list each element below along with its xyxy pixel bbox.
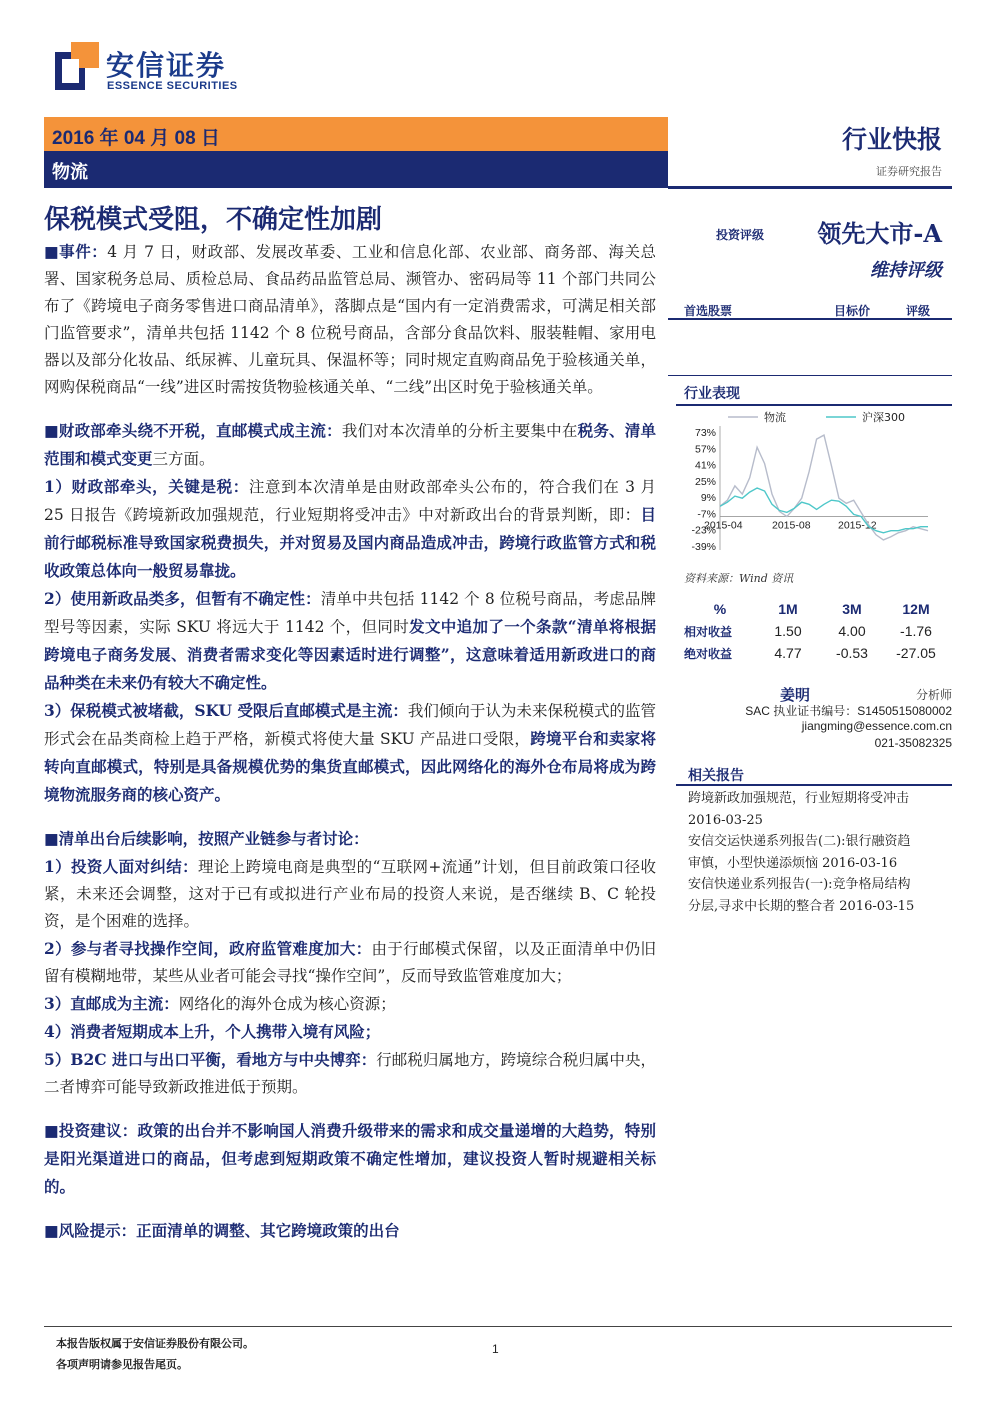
rating-value: 领先大市-A bbox=[817, 219, 942, 248]
main-body bbox=[44, 238, 656, 1245]
investment-advice: ■投资建议：政策的出台并不影响国人消费升级带来的需求和成交量递增的大趋势，特别是阳光渠道进口的商品，但考虑到短期政策不确定性增加，建议投资人暂时规避相关标的。 bbox=[44, 1121, 656, 1196]
stock-col-target: 目标价 bbox=[834, 304, 871, 318]
event-paragraph: ■事件：4 月 7 日，财政部、发展改革委、工业和信息化部、农业部、商务部、海关总署、国家税务总局、质检总局、食品药品监管总局、濒管办、密码局等 11 个部门共同公布了《跨境电子商务零售进口商品清单》，落脚点是“国内有一定消费需求，可满足相关部门监管要求”，清单共包括 1142 个 8 位税号商品，含部分食品饮料、服装鞋帽、家用电器以及部分化妆品、纸尿裤、儿童玩具、保温杯等；同时规定直购商品免于验核通关单，网购保税商品“一线”进区时需按货物验核通关单、“二线”出区时免于验核通关单。 bbox=[44, 242, 656, 396]
related-report-line[interactable]: 分层,寻求中长期的整合者 2016-03-15 bbox=[688, 898, 915, 914]
stock-table-bottom-line bbox=[668, 375, 952, 376]
returns-cell: -0.53 bbox=[836, 645, 868, 661]
y-tick-label: -39% bbox=[691, 541, 716, 553]
returns-row-label: 相对收益 bbox=[684, 624, 733, 639]
stock-table-header-line bbox=[668, 318, 952, 320]
returns-header-cell: 3M bbox=[842, 601, 862, 617]
point-tax: 1）财政部牵头，关键是税：注意到本次清单是由财政部牵头公布的，符合我们在 3 月 25 日报告《跨境新政加强规范，行业短期将受冲击》中对新政出台的背景判断，即：目前行邮税标准导致国家税费损失，并对贸易及国内商品造成冲击，跨境行政监管方式和税收政策总体向一般贸易靠拢。 bbox=[44, 477, 656, 580]
legend-label: 沪深300 bbox=[862, 411, 905, 424]
y-tick-label: 25% bbox=[694, 475, 716, 488]
analyst-name: 姜明 bbox=[780, 686, 811, 704]
y-tick-label: 73% bbox=[694, 427, 716, 439]
related-report-line[interactable]: 跨境新政加强规范，行业短期将受冲击 bbox=[688, 791, 910, 806]
x-tick-label: 2015-12 bbox=[838, 519, 877, 532]
related-report-date: 2016-03-25 bbox=[688, 812, 763, 828]
company-logo-english: ESSENCE SECURITIES bbox=[107, 80, 238, 92]
x-tick-label: 2015-04 bbox=[704, 519, 743, 532]
footer-divider bbox=[44, 1326, 952, 1327]
series-line bbox=[720, 488, 928, 533]
returns-cell: 4.00 bbox=[838, 623, 866, 639]
footer-copyright: 本报告版权属于安信证券股份有限公司。 bbox=[56, 1337, 254, 1350]
impact-consumers: 4）消费者短期成本上升，个人携带入境有风险； bbox=[44, 1022, 381, 1041]
performance-title: 行业表现 bbox=[684, 386, 740, 402]
impact-participants: 2）参与者寻找操作空间，政府监管难度加大：由于行邮模式保留，以及正面清单中仍旧留有模糊地带，某些从业者可能会寻找“操作空间”，反而导致监管难度加大； bbox=[44, 939, 656, 985]
returns-row-label: 绝对收益 bbox=[684, 646, 733, 661]
related-reports-list bbox=[688, 788, 952, 917]
returns-header-cell: 12M bbox=[902, 601, 930, 617]
analyst-phone: 021-35082325 bbox=[874, 736, 952, 750]
y-tick-label: 57% bbox=[694, 443, 716, 456]
y-tick-label: -23% bbox=[691, 524, 716, 537]
returns-cell: 1.50 bbox=[774, 623, 802, 639]
analysis-intro: ■财政部牵头绕不开税，直邮模式成主流：我们对本次清单的分析主要集中在税务、清单范围和模式变更三方面。 bbox=[44, 421, 656, 468]
sector-bar bbox=[44, 151, 668, 188]
performance-chart bbox=[676, 406, 952, 566]
page-title: 保税模式受阻，不确定性加剧 bbox=[44, 205, 383, 235]
returns-header-cell: % bbox=[713, 601, 727, 617]
returns-cell: -1.76 bbox=[900, 623, 932, 639]
analyst-role: 分析师 bbox=[915, 688, 952, 702]
header-divider bbox=[668, 186, 952, 189]
returns-header-row bbox=[684, 598, 948, 620]
related-reports-divider bbox=[676, 784, 952, 786]
impact-investors: 1）投资人面对纠结：理论上跨境电商是典型的“互联网+流通”计划，但目前政策口径收紧，未来还会调整，这对于已有或拟进行产业布局的投资人来说，是否继续 B、C 轮投资，是个困难的选择。 bbox=[44, 857, 656, 930]
stock-col-rating: 评级 bbox=[906, 304, 931, 318]
returns-cell: 4.77 bbox=[774, 645, 802, 661]
related-reports-title: 相关报告 bbox=[688, 768, 744, 784]
returns-header-cell: 1M bbox=[778, 601, 798, 617]
chart-source: 资料来源：Wind 资讯 bbox=[684, 572, 794, 585]
stock-col-name: 首选股票 bbox=[684, 304, 733, 318]
rating-action: 维持评级 bbox=[870, 260, 942, 281]
point-direct-mail: 3）保税模式被堵截，SKU 受限后直邮模式是主流：我们倾向于认为未来保税模式的监管形式会在品类商检上趋于严格，新模式将使大量 SKU 产品进口受限，跨境平台和卖家将转向直邮模式，特别是具备规模优势的集货直邮模式，因此网络化的海外仓布局将成为跨境物流服务商的核心资产。 bbox=[44, 701, 656, 804]
company-logo-mark bbox=[55, 42, 99, 90]
analyst-email[interactable]: jiangming@essence.com.cn bbox=[801, 719, 952, 733]
risk-warning: ■风险提示：正面清单的调整、其它跨境政策的出台 bbox=[44, 1221, 400, 1240]
returns-row-relative bbox=[684, 620, 948, 642]
company-logo-text: 安信证券 bbox=[106, 49, 227, 82]
impact-direct-mail: 3）直邮成为主流：网络化的海外仓成为核心资源； bbox=[44, 994, 396, 1013]
returns-table bbox=[684, 598, 948, 664]
rating-label: 投资评级 bbox=[716, 228, 765, 242]
related-report-line[interactable]: 审慎，小型快递添烦恼 2016-03-16 bbox=[688, 855, 898, 871]
legend-label: 物流 bbox=[764, 411, 786, 424]
y-tick-label: 41% bbox=[694, 459, 716, 472]
point-categories: 2）使用新政品类多，但暂有不确定性：清单中共包括 1142 个 8 位税号商品，考虑品牌型号等因素，实际 SKU 将远大于 1142 个，但同时发文中追加了一个条款“清单将根据跨境电子商务发展、消费者需求变化等因素适时进行调整”，这意味着适用新政进口的商品种类在未来仍有较大不确定性。 bbox=[44, 589, 656, 692]
impact-b2c: 5）B2C 进口与出口平衡，看地方与中央博弈：行邮税归属地方，跨境综合税归属中央，二者博弈可能导致新政推进低于预期。 bbox=[44, 1050, 656, 1096]
analyst-license: SAC 执业证书编号：S1450515080002 bbox=[745, 704, 952, 718]
sector-label: 物流 bbox=[52, 162, 88, 183]
report-subtype: 证券研究报告 bbox=[876, 165, 942, 178]
returns-cell: -27.05 bbox=[896, 645, 936, 661]
x-tick-label: 2015-08 bbox=[772, 519, 811, 532]
impact-intro: ■清单出台后续影响，按照产业链参与者讨论： bbox=[44, 829, 369, 848]
related-report-line[interactable]: 安信交运快递系列报告(二):银行融资趋 bbox=[688, 834, 911, 849]
y-tick-label: 9% bbox=[700, 492, 716, 505]
report-type: 行业快报 bbox=[841, 125, 942, 154]
series-line bbox=[720, 435, 928, 540]
report-date: 2016 年 04 月 08 日 bbox=[52, 128, 220, 149]
y-tick-label: -7% bbox=[697, 508, 716, 521]
page-number: 1 bbox=[492, 1342, 499, 1356]
footer-disclaimer: 各项声明请参见报告尾页。 bbox=[56, 1358, 188, 1371]
returns-row-absolute bbox=[684, 642, 948, 664]
related-report-line[interactable]: 安信快递业系列报告(一):竞争格局结构 bbox=[688, 877, 911, 892]
